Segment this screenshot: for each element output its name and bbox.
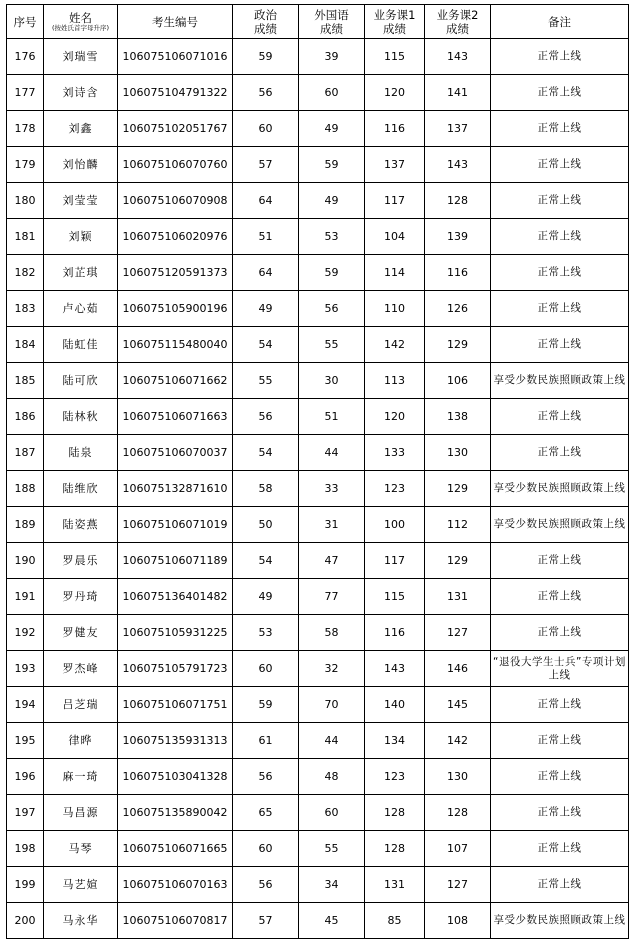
table-row (7, 543, 629, 579)
cell-name: 马永华 (44, 903, 118, 939)
table-row (7, 291, 629, 327)
cell-foreign: 34 (299, 867, 365, 903)
header-seq: 序号 (7, 5, 44, 39)
cell-remark: 享受少数民族照顾政策上线 (491, 471, 629, 507)
header-name-label: 姓名 (69, 11, 92, 25)
cell-name: 刘颖 (44, 219, 118, 255)
cell-course1: 131 (365, 867, 425, 903)
cell-name: 刘莹莹 (44, 183, 118, 219)
cell-politics: 55 (233, 363, 299, 399)
header-politics-label: 政治成绩 (254, 7, 277, 36)
cell-foreign: 56 (299, 291, 365, 327)
cell-course2: 129 (425, 327, 491, 363)
header-politics (233, 5, 299, 39)
cell-politics: 64 (233, 183, 299, 219)
cell-remark: 正常上线 (491, 399, 629, 435)
cell-course2: 143 (425, 147, 491, 183)
cell-foreign: 51 (299, 399, 365, 435)
cell-remark: 正常上线 (491, 723, 629, 759)
cell-foreign: 49 (299, 111, 365, 147)
cell-course1: 117 (365, 183, 425, 219)
header-foreign (299, 5, 365, 39)
table-row (7, 903, 629, 939)
cell-foreign: 59 (299, 255, 365, 291)
cell-foreign: 45 (299, 903, 365, 939)
cell-name: 罗晨乐 (44, 543, 118, 579)
cell-foreign: 59 (299, 147, 365, 183)
table-row (7, 111, 629, 147)
cell-name: 陆可欣 (44, 363, 118, 399)
cell-remark: 享受少数民族照顾政策上线 (491, 903, 629, 939)
cell-exam-id: 106075104791322 (118, 75, 233, 111)
cell-course1: 116 (365, 111, 425, 147)
cell-exam-id: 106075105791723 (118, 651, 233, 687)
header-name-sub: (按姓氏首字母升序) (51, 24, 110, 32)
cell-seq: 181 (7, 219, 44, 255)
cell-foreign: 58 (299, 615, 365, 651)
table-row (7, 327, 629, 363)
cell-exam-id: 106075106071751 (118, 687, 233, 723)
cell-seq: 192 (7, 615, 44, 651)
cell-course1: 110 (365, 291, 425, 327)
cell-course1: 113 (365, 363, 425, 399)
score-table (6, 4, 629, 939)
cell-politics: 61 (233, 723, 299, 759)
cell-exam-id: 106075106070037 (118, 435, 233, 471)
cell-politics: 65 (233, 795, 299, 831)
cell-seq: 182 (7, 255, 44, 291)
cell-name: 马琴 (44, 831, 118, 867)
cell-course1: 133 (365, 435, 425, 471)
cell-exam-id: 106075106070760 (118, 147, 233, 183)
table-row (7, 759, 629, 795)
cell-name: 罗健友 (44, 615, 118, 651)
cell-remark: “退役大学生士兵”专项计划上线 (491, 651, 629, 687)
cell-politics: 59 (233, 687, 299, 723)
cell-course1: 123 (365, 759, 425, 795)
cell-exam-id: 106075106071662 (118, 363, 233, 399)
table-row (7, 399, 629, 435)
table-row (7, 183, 629, 219)
cell-course1: 123 (365, 471, 425, 507)
cell-course2: 108 (425, 903, 491, 939)
cell-foreign: 48 (299, 759, 365, 795)
cell-remark: 正常上线 (491, 615, 629, 651)
cell-course2: 128 (425, 183, 491, 219)
cell-name: 律晔 (44, 723, 118, 759)
cell-seq: 189 (7, 507, 44, 543)
cell-course2: 126 (425, 291, 491, 327)
cell-seq: 194 (7, 687, 44, 723)
cell-seq: 186 (7, 399, 44, 435)
cell-foreign: 44 (299, 723, 365, 759)
table-row (7, 723, 629, 759)
table-row (7, 795, 629, 831)
table-row (7, 615, 629, 651)
cell-foreign: 31 (299, 507, 365, 543)
cell-exam-id: 106075105900196 (118, 291, 233, 327)
cell-exam-id: 106075106020976 (118, 219, 233, 255)
cell-course2: 139 (425, 219, 491, 255)
cell-remark: 正常上线 (491, 111, 629, 147)
cell-foreign: 39 (299, 39, 365, 75)
cell-politics: 56 (233, 759, 299, 795)
cell-name: 刘瑞雪 (44, 39, 118, 75)
cell-remark: 正常上线 (491, 759, 629, 795)
cell-exam-id: 106075120591373 (118, 255, 233, 291)
cell-course1: 114 (365, 255, 425, 291)
table-row (7, 471, 629, 507)
cell-course2: 130 (425, 759, 491, 795)
cell-exam-id: 106075105931225 (118, 615, 233, 651)
cell-seq: 200 (7, 903, 44, 939)
header-course1 (365, 5, 425, 39)
header-foreign-label: 外国语成绩 (314, 7, 349, 36)
cell-politics: 60 (233, 111, 299, 147)
header-course1-label: 业务课1成绩 (373, 7, 416, 36)
cell-remark: 享受少数民族照顾政策上线 (491, 507, 629, 543)
cell-course2: 127 (425, 867, 491, 903)
cell-course1: 100 (365, 507, 425, 543)
table-row (7, 147, 629, 183)
cell-course1: 137 (365, 147, 425, 183)
cell-remark: 正常上线 (491, 435, 629, 471)
cell-seq: 193 (7, 651, 44, 687)
cell-remark: 正常上线 (491, 795, 629, 831)
cell-foreign: 55 (299, 327, 365, 363)
cell-seq: 184 (7, 327, 44, 363)
cell-seq: 198 (7, 831, 44, 867)
cell-course2: 107 (425, 831, 491, 867)
cell-seq: 180 (7, 183, 44, 219)
cell-politics: 56 (233, 399, 299, 435)
cell-politics: 51 (233, 219, 299, 255)
cell-foreign: 33 (299, 471, 365, 507)
cell-seq: 190 (7, 543, 44, 579)
cell-course2: 129 (425, 471, 491, 507)
table-row (7, 579, 629, 615)
cell-seq: 179 (7, 147, 44, 183)
cell-course1: 128 (365, 795, 425, 831)
cell-course1: 128 (365, 831, 425, 867)
cell-course1: 120 (365, 399, 425, 435)
cell-politics: 54 (233, 435, 299, 471)
cell-politics: 50 (233, 507, 299, 543)
cell-seq: 185 (7, 363, 44, 399)
cell-course1: 104 (365, 219, 425, 255)
cell-remark: 正常上线 (491, 147, 629, 183)
cell-course2: 141 (425, 75, 491, 111)
cell-course1: 115 (365, 39, 425, 75)
cell-course2: 130 (425, 435, 491, 471)
header-remark: 备注 (491, 5, 629, 39)
cell-name: 马昌源 (44, 795, 118, 831)
cell-name: 陆姿燕 (44, 507, 118, 543)
table-row (7, 435, 629, 471)
cell-politics: 49 (233, 291, 299, 327)
cell-course2: 127 (425, 615, 491, 651)
cell-foreign: 77 (299, 579, 365, 615)
cell-politics: 57 (233, 147, 299, 183)
cell-course2: 106 (425, 363, 491, 399)
cell-course2: 112 (425, 507, 491, 543)
cell-name: 麻一琦 (44, 759, 118, 795)
cell-foreign: 60 (299, 75, 365, 111)
header-course2 (425, 5, 491, 39)
table-body (7, 39, 629, 939)
cell-remark: 正常上线 (491, 183, 629, 219)
cell-course2: 128 (425, 795, 491, 831)
cell-exam-id: 106075135931313 (118, 723, 233, 759)
cell-name: 罗丹琦 (44, 579, 118, 615)
table-row (7, 507, 629, 543)
cell-politics: 54 (233, 327, 299, 363)
cell-politics: 60 (233, 831, 299, 867)
cell-remark: 正常上线 (491, 867, 629, 903)
cell-name: 刘怡麟 (44, 147, 118, 183)
cell-foreign: 44 (299, 435, 365, 471)
cell-course1: 143 (365, 651, 425, 687)
cell-exam-id: 106075106071663 (118, 399, 233, 435)
cell-remark: 正常上线 (491, 831, 629, 867)
cell-remark: 正常上线 (491, 75, 629, 111)
cell-exam-id: 106075115480040 (118, 327, 233, 363)
table-row (7, 219, 629, 255)
cell-course2: 116 (425, 255, 491, 291)
table-row (7, 39, 629, 75)
cell-seq: 187 (7, 435, 44, 471)
cell-exam-id: 106075102051767 (118, 111, 233, 147)
table-row (7, 867, 629, 903)
cell-remark: 正常上线 (491, 255, 629, 291)
cell-course2: 145 (425, 687, 491, 723)
cell-name: 刘诗含 (44, 75, 118, 111)
cell-name: 刘鑫 (44, 111, 118, 147)
cell-remark: 正常上线 (491, 579, 629, 615)
cell-name: 马艺媗 (44, 867, 118, 903)
cell-seq: 188 (7, 471, 44, 507)
cell-exam-id: 106075106071019 (118, 507, 233, 543)
table-row (7, 255, 629, 291)
cell-course1: 134 (365, 723, 425, 759)
cell-exam-id: 106075135890042 (118, 795, 233, 831)
cell-seq: 196 (7, 759, 44, 795)
cell-course1: 140 (365, 687, 425, 723)
cell-seq: 197 (7, 795, 44, 831)
cell-exam-id: 106075136401482 (118, 579, 233, 615)
cell-seq: 191 (7, 579, 44, 615)
cell-course1: 117 (365, 543, 425, 579)
cell-foreign: 47 (299, 543, 365, 579)
header-exam-id: 考生编号 (118, 5, 233, 39)
cell-politics: 60 (233, 651, 299, 687)
cell-seq: 195 (7, 723, 44, 759)
cell-foreign: 60 (299, 795, 365, 831)
cell-name: 陆维欣 (44, 471, 118, 507)
cell-course2: 137 (425, 111, 491, 147)
header-name (44, 5, 118, 39)
cell-seq: 177 (7, 75, 44, 111)
cell-remark: 正常上线 (491, 291, 629, 327)
cell-course1: 116 (365, 615, 425, 651)
cell-remark: 正常上线 (491, 543, 629, 579)
cell-course1: 120 (365, 75, 425, 111)
cell-exam-id: 106075132871610 (118, 471, 233, 507)
cell-foreign: 55 (299, 831, 365, 867)
cell-name: 陆泉 (44, 435, 118, 471)
table-row (7, 75, 629, 111)
cell-foreign: 30 (299, 363, 365, 399)
cell-politics: 58 (233, 471, 299, 507)
cell-exam-id: 106075106071665 (118, 831, 233, 867)
header-row (7, 5, 629, 39)
cell-exam-id: 106075106071189 (118, 543, 233, 579)
cell-seq: 199 (7, 867, 44, 903)
header-course2-label: 业务课2成绩 (436, 7, 479, 36)
cell-politics: 56 (233, 75, 299, 111)
cell-exam-id: 106075103041328 (118, 759, 233, 795)
cell-politics: 53 (233, 615, 299, 651)
cell-politics: 54 (233, 543, 299, 579)
cell-exam-id: 106075106070908 (118, 183, 233, 219)
cell-remark: 正常上线 (491, 219, 629, 255)
cell-seq: 176 (7, 39, 44, 75)
cell-course1: 85 (365, 903, 425, 939)
cell-course2: 146 (425, 651, 491, 687)
cell-foreign: 53 (299, 219, 365, 255)
cell-course1: 142 (365, 327, 425, 363)
table-row (7, 831, 629, 867)
cell-politics: 56 (233, 867, 299, 903)
cell-name: 刘芷琪 (44, 255, 118, 291)
cell-exam-id: 106075106070817 (118, 903, 233, 939)
table-row (7, 363, 629, 399)
cell-seq: 178 (7, 111, 44, 147)
table-row (7, 651, 629, 687)
cell-name: 吕芝瑞 (44, 687, 118, 723)
cell-remark: 正常上线 (491, 687, 629, 723)
cell-remark: 正常上线 (491, 327, 629, 363)
cell-course2: 142 (425, 723, 491, 759)
cell-course2: 138 (425, 399, 491, 435)
cell-course1: 115 (365, 579, 425, 615)
cell-foreign: 70 (299, 687, 365, 723)
cell-remark: 正常上线 (491, 39, 629, 75)
cell-course2: 131 (425, 579, 491, 615)
cell-politics: 57 (233, 903, 299, 939)
table-row (7, 687, 629, 723)
cell-exam-id: 106075106071016 (118, 39, 233, 75)
cell-foreign: 32 (299, 651, 365, 687)
cell-politics: 49 (233, 579, 299, 615)
cell-politics: 59 (233, 39, 299, 75)
cell-course2: 129 (425, 543, 491, 579)
cell-exam-id: 106075106070163 (118, 867, 233, 903)
cell-name: 陆林秋 (44, 399, 118, 435)
cell-remark: 享受少数民族照顾政策上线 (491, 363, 629, 399)
cell-name: 卢心茹 (44, 291, 118, 327)
cell-seq: 183 (7, 291, 44, 327)
cell-name: 罗杰峰 (44, 651, 118, 687)
cell-politics: 64 (233, 255, 299, 291)
cell-foreign: 49 (299, 183, 365, 219)
cell-course2: 143 (425, 39, 491, 75)
cell-name: 陆虹佳 (44, 327, 118, 363)
